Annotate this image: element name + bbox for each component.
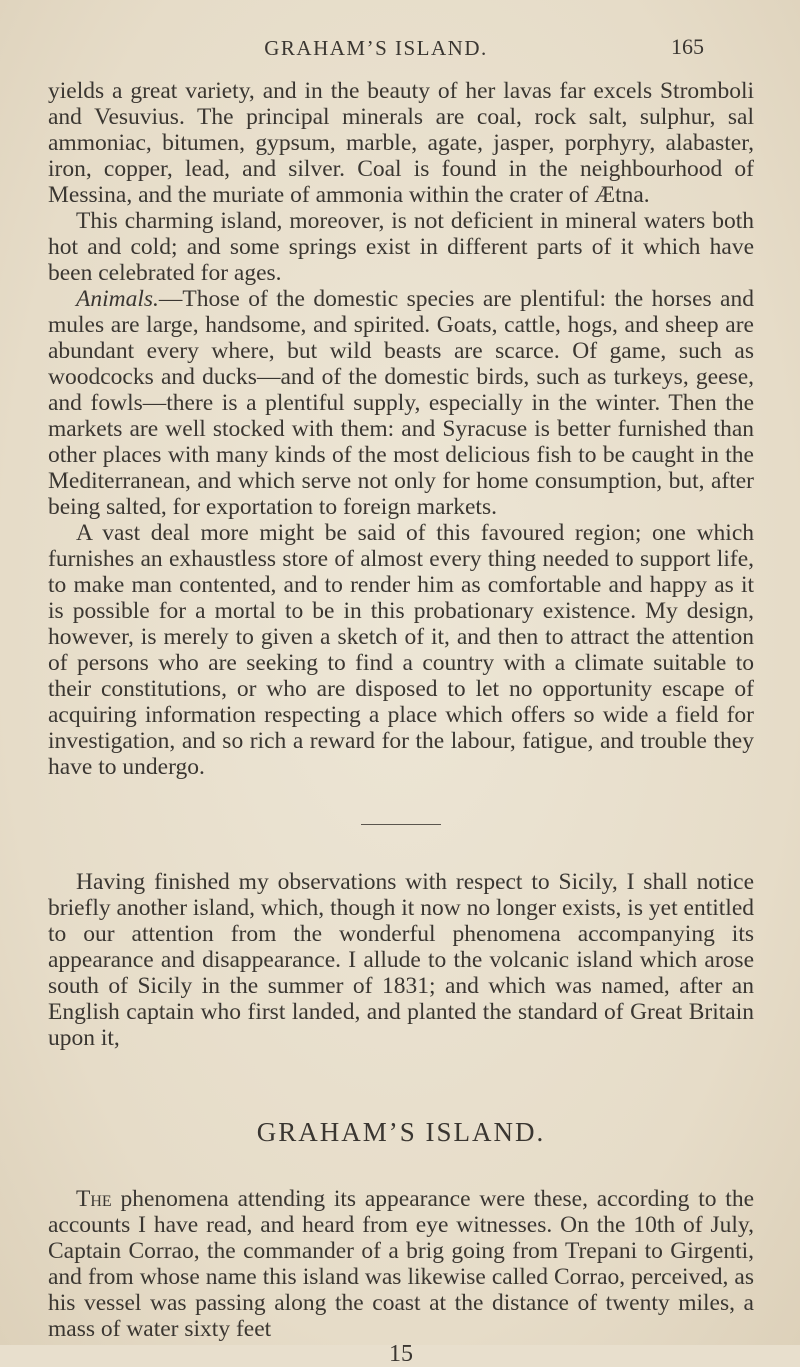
paragraph-favoured-region: A vast deal more might be said of this favoured region; one which furnishes an exhaustless store of almost every thing needed to support life, to make man contented, and to render him as comfortable and happy as it is possible for a mortal to be in this probationary existence. My design, however, is merely to given a sketch of it, and then to attract the attention of persons who are seeking to find a country with a climate suitable to their constitutions, or who are disposed to let no opportunity escape of acquiring information respecting a place which offers so wide a field for investigation, and so rich a reward for the labour, fatigue, and trouble they have to undergo.	[48, 520, 754, 780]
page-body	[48, 78, 754, 1366]
paragraph-minerals: yields a great variety, and in the beauty of her lavas far excels Stromboli and Vesuvius. The principal minerals are coal, rock salt, sulphur, sal ammoniac, bitumen, gypsum, marble, agate, jasper, porphyry, alabaster, iron, copper, lead, and silver. Coal is found in the neighbourhood of Messina, and the muriate of ammonia within the crater of Ætna.	[48, 78, 754, 208]
paragraph-mineral-waters: This charming island, moreover, is not deficient in mineral waters both hot and cold; and some springs exist in different parts of it which have been celebrated for ages.	[48, 208, 754, 286]
running-title: GRAHAM’S ISLAND.	[264, 36, 488, 60]
section-heading: GRAHAM’S ISLAND.	[256, 1117, 546, 1147]
animals-text: —Those of the domestic species are plentiful: the horses and mules are large, handsome, and spirited. Goats, cattle, hogs, and sheep are abundant every where, but wild beasts are scarce. Of game, such as woodcocks and ducks—and of the domestic birds, such as turkeys, geese, and fowls—there is a plentiful supply, especially in the winter. Then the markets are well stocked with them: and Syracuse is better furnished than other places with many kinds of the most delicious fish to be caught in the Mediterranean, and which serve not only for home consumption, but, after being salted, for exportation to foreign markets.	[48, 286, 754, 520]
page-number: 165	[671, 34, 704, 59]
opening-word: The	[76, 1186, 112, 1212]
section-divider	[361, 824, 441, 825]
signature-mark: 15	[389, 1341, 413, 1367]
phenomena-text: phenomena attending its appearance were these, according to the accounts I have read, and heard from eye witnesses. On the 10th of July, Captain Corrao, the commander of a brig going from Trepani to Girgenti, and from whose name this island was likewise called Corrao, perceived, as his vessel was passing along the coast at the distance of twenty miles, a mass of water sixty feet	[48, 1186, 754, 1342]
paragraph-animals	[48, 286, 754, 520]
page-header	[48, 34, 704, 64]
paragraph-transition: Having finished my observations with respect to Sicily, I shall notice briefly another island, which, though it now no longer exists, is yet entitled to our attention from the wonderful phenomena accompanying its appearance and disappearance. I allude to the volcanic island which arose south of Sicily in the summer of 1831; and which was named, after an English captain who first landed, and planted the standard of Great Britain upon it,	[48, 869, 754, 1051]
paragraph-phenomena	[48, 1186, 754, 1342]
animals-label: Animals.	[76, 286, 159, 312]
